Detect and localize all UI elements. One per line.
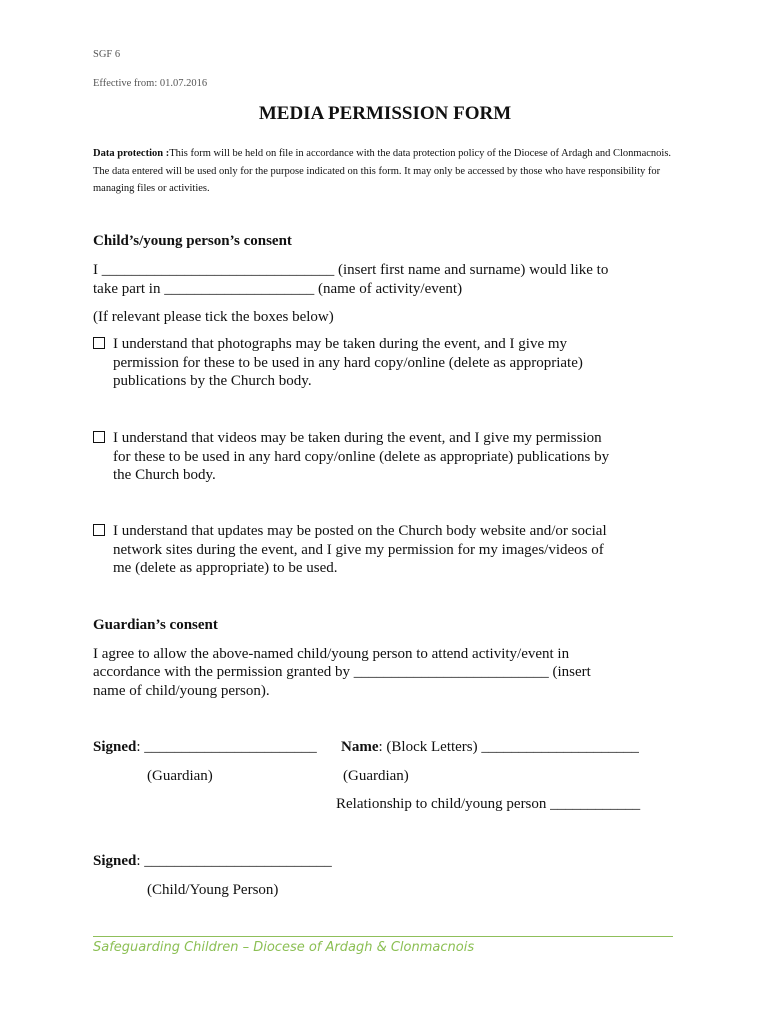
guardian-signed-label: Signed	[93, 739, 137, 755]
video-consent-text-1: I understand that videos may be taken during the event, and I give my permission	[113, 430, 602, 446]
child-name-line: I _______________________________ (insert first name and surname) would like to	[93, 262, 609, 278]
updates-consent-line-1	[93, 522, 683, 541]
child-consent-heading: Child’s/young person’s consent	[93, 233, 292, 249]
updates-consent-checkbox[interactable]	[93, 524, 105, 536]
updates-consent-item	[93, 522, 683, 578]
guardian-consent-line-2: accordance with the permission granted by __________________________ (insert	[93, 664, 591, 680]
video-consent-checkbox[interactable]	[93, 431, 105, 443]
data-protection-label: Data protection :	[93, 148, 170, 159]
relationship-field[interactable]: Relationship to child/young person ____________	[336, 796, 641, 812]
photo-consent-line-3: publications by the Church body.	[113, 373, 312, 389]
child-signed-label: Signed	[93, 853, 137, 869]
video-consent-item	[93, 429, 683, 485]
photo-consent-line-1	[93, 335, 683, 354]
form-code: SGF 6	[93, 49, 121, 60]
child-signature-caption: (Child/Young Person)	[147, 882, 279, 898]
data-protection-notice	[93, 145, 683, 198]
guardian-caption-left: (Guardian)	[147, 768, 213, 784]
video-consent-line-3: the Church body.	[113, 467, 216, 483]
photo-consent-line-2: permission for these to be used in any hard copy/online (delete as appropriate)	[113, 354, 583, 371]
guardian-consent-line-3: name of child/young person).	[93, 683, 270, 699]
page-title: MEDIA PERMISSION FORM	[258, 103, 512, 124]
guardian-signature-field[interactable]	[93, 738, 317, 757]
updates-consent-line-2: network sites during the event, and I give my permission for my images/videos of	[113, 541, 604, 558]
tick-note: (If relevant please tick the boxes below)	[93, 309, 334, 325]
guardian-consent-line-1: I agree to allow the above-named child/young person to attend activity/event in	[93, 646, 570, 662]
data-protection-text: This form will be held on file in accordance with the data protection policy of the Diocese of Ardagh and Clonmacnois. The data entered will be used only for the purpose indicated on this form. It may only be accessed by those who have responsibility for managing files or activities.	[93, 148, 672, 194]
guardian-name-blank: : (Block Letters) _____________________	[378, 739, 639, 755]
footer-text: Safeguarding Children – Diocese of Ardagh & Clonmacnois	[93, 940, 475, 955]
guardian-signed-blank: : _______________________	[136, 739, 317, 755]
video-consent-line-1	[93, 429, 683, 448]
photo-consent-text-1: I understand that photographs may be taken during the event, and I give my	[113, 336, 568, 352]
updates-consent-line-3: me (delete as appropriate) to be used.	[113, 560, 338, 576]
child-signed-blank: : _________________________	[136, 853, 332, 869]
child-signature-field[interactable]	[93, 852, 332, 871]
guardian-name-field[interactable]	[341, 738, 639, 757]
photo-consent-checkbox[interactable]	[93, 337, 105, 349]
photo-consent-item	[93, 335, 683, 391]
child-activity-line: take part in ____________________ (name of activity/event)	[93, 281, 463, 297]
updates-consent-text-1: I understand that updates may be posted on the Church body website and/or social	[113, 523, 607, 539]
video-consent-line-2: for these to be used in any hard copy/online (delete as appropriate) publications by	[113, 448, 610, 465]
guardian-caption-right: (Guardian)	[343, 768, 409, 784]
effective-date: Effective from: 01.07.2016	[93, 78, 208, 89]
guardian-consent-heading: Guardian’s consent	[93, 617, 218, 633]
footer-divider	[93, 936, 673, 937]
guardian-name-label: Name	[341, 739, 379, 755]
